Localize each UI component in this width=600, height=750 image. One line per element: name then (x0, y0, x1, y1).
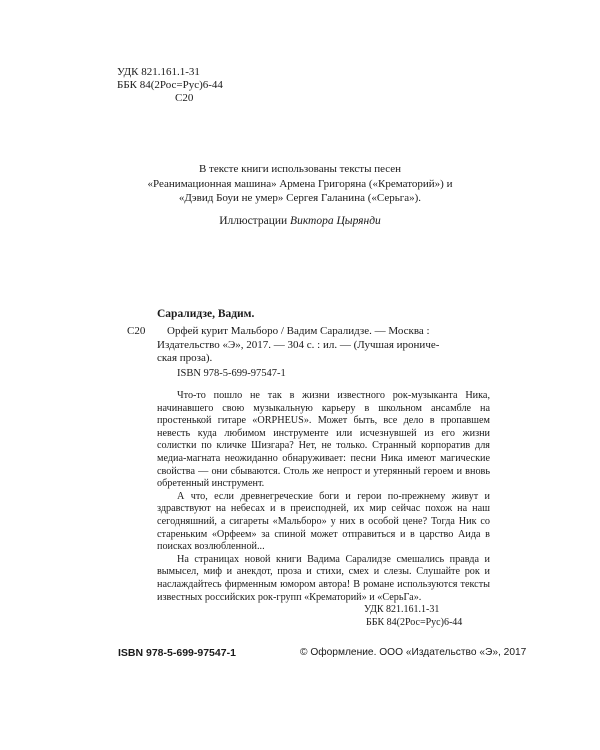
biblio-line-2: Издательство «Э», 2017. — 304 с. : ил. — (Лучшая ирониче- (157, 338, 440, 351)
bibliographic-author: Саралидзе, Вадим. (157, 308, 255, 320)
author-mark: С20 (175, 92, 194, 104)
footer-udk-code: УДК 821.161.1-31 (364, 604, 440, 615)
credits-line-3: «Дэвид Боуи не умер» Сергея Галанина («Серьга»). (178, 192, 422, 204)
bibliographic-description (157, 325, 487, 366)
bibliographic-mark: С20 (127, 325, 146, 337)
credits-line-2: «Реанимационная машина» Армена Григоряна («Крематорий») и (147, 177, 453, 190)
footer-classification-codes (364, 604, 462, 629)
biblio-line-1: Орфей курит Мальборо / Вадим Саралидзе. — Москва : (167, 325, 430, 337)
illustrations-credit (0, 215, 600, 227)
classification-codes (117, 66, 223, 105)
song-credits (0, 162, 600, 206)
annotation-paragraph-1: Что-то пошло не так в жизни известного рок-музыканта Ника, начинавшего свою музыкальную карьеру в школьном ансамбле на простенькой гитаре «ORPHEUS». Может быть, все дело в пропавшем невесть куда любимом инструменте или исчезнувшей из его жизни солистки по кличке Шизгара? Нет, не только. Странный корпоратив для медиа-магната неожиданно обнаруживает: песни Ника имеют магические свойства — они сбываются. Столь же непрост и утерянный героем и вновь обретенный инструмент. (157, 390, 490, 490)
credits-line-1: В тексте книги использованы тексты песен (198, 163, 402, 175)
bbk-code: ББК 84(2Рос=Рус)6-44 (117, 79, 223, 91)
copyright-notice: © Оформление. ООО «Издательство «Э», 2017 (300, 647, 527, 658)
illustrations-prefix: Иллюстрации (219, 215, 291, 227)
annotation (157, 390, 490, 604)
isbn-record: ISBN 978-5-699-97547-1 (177, 368, 286, 379)
annotation-paragraph-3: На страницах новой книги Вадима Саралидзе смешались правда и вымысел, миф и анекдот, проза и стихи, смех и слезы. Слушайте рок и наслаждайтесь фирменным юмором автора! В романе используются тексты известных российских рок-групп «Крематорий» и «СерьГа». (157, 553, 490, 603)
biblio-line-3: ская проза). (157, 352, 213, 364)
footer-isbn: ISBN 978-5-699-97547-1 (118, 647, 236, 659)
annotation-paragraph-2: А что, если древнегреческие боги и герои по-прежнему живут и здравствуют на небесах и в преисподней, их мир сейчас похож на наш сегодняшний, а сигареты «Мальборо» у них в особой цене? Тогда Ник со стареньким «Орфеем» за спиной может отправиться и в царство Аида в поисках возлюбленной... (157, 490, 490, 553)
illustrator-name: Виктора Цырянди (290, 215, 381, 227)
udk-code: УДК 821.161.1-31 (117, 66, 200, 78)
footer-bbk-code: ББК 84(2Рос=Рус)6-44 (366, 616, 463, 628)
